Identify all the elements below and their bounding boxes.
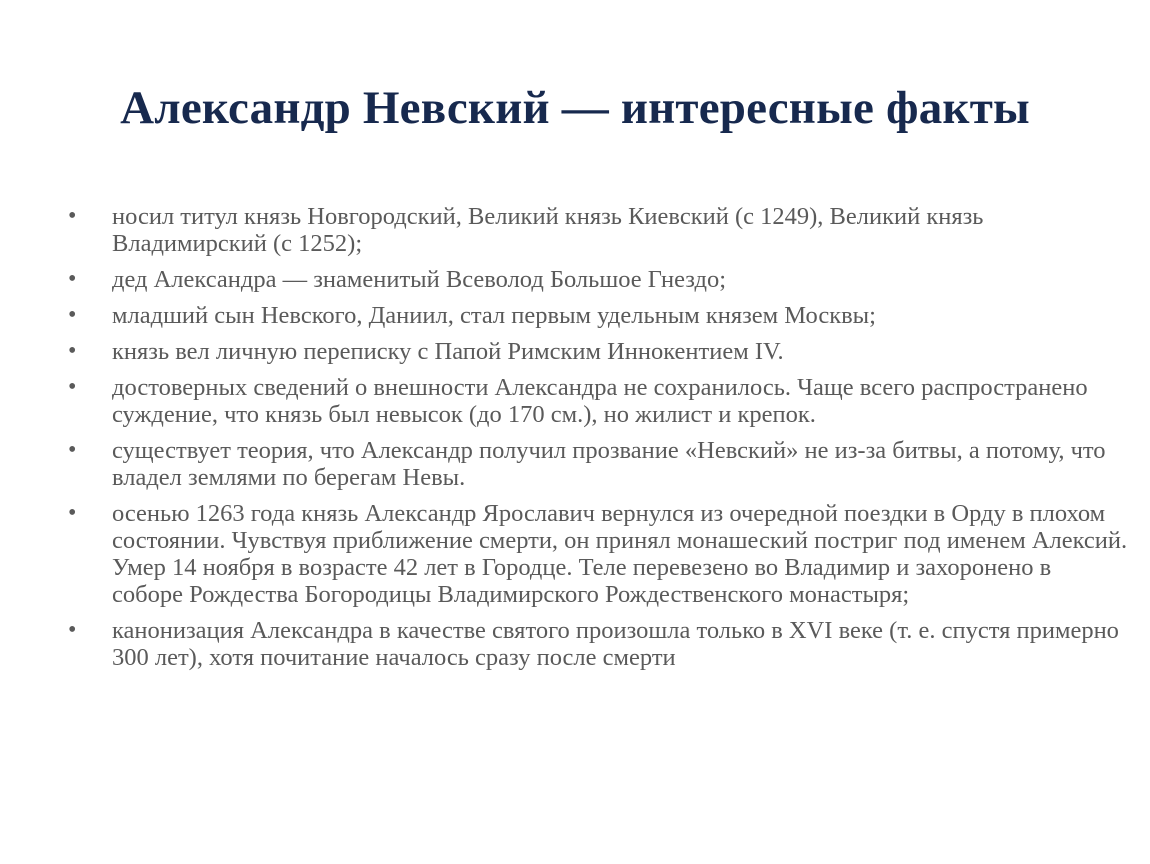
list-item [68,338,1128,365]
bullet-text: дед Александра — знаменитый Всеволод Большое Гнездо; [112,266,727,293]
list-item [68,302,1128,329]
bullet-text: канонизация Александра в качестве святого произошла только в XVI веке (т. е. спустя примерно 300 лет), хотя почитание началось сразу после смерти [112,617,1119,671]
bullet-text: достоверных сведений о внешности Александра не сохранилось. Чаще всего распространено суждение, что князь был невысок (до 170 см.), но жилист и крепок. [112,374,1088,428]
bullet-icon: • [68,338,77,364]
bullet-icon: • [68,302,77,328]
bullet-text: осенью 1263 года князь Александр Ярославич вернулся из очередной поездки в Орду в плохом состоянии. Чувствуя приближение смерти, он принял монашеский постриг под именем Алексий. Умер 14 ноября в возрасте 42 лет в Городце. Теле перевезено во Владимир и захоронено в соборе Рождества Богородицы Владимирского Рождественского монастыря; [112,500,1128,608]
list-item [68,437,1128,491]
list-item [68,500,1128,608]
bullet-icon: • [68,266,77,292]
list-item [68,266,1128,293]
list-item [68,374,1128,428]
slide-title: Александр Невский — интересные факты [120,82,1030,134]
list-item [68,203,1128,257]
bullet-icon: • [68,203,77,229]
bullet-icon: • [68,500,77,526]
bullet-text: князь вел личную переписку с Папой Римским Иннокентием IV. [112,338,784,365]
bullet-text: носил титул князь Новгородский, Великий князь Киевский (с 1249), Великий князь Владимирский (с 1252); [112,203,984,257]
bullet-icon: • [68,374,77,400]
bullet-text: существует теория, что Александр получил прозвание «Невский» не из-за битвы, а потому, что владел землями по берегам Невы. [112,437,1106,491]
bullet-text: младший сын Невского, Даниил, стал первым удельным князем Москвы; [112,302,876,329]
bullet-icon: • [68,617,77,643]
bullet-icon: • [68,437,77,463]
list-item [68,617,1128,671]
bullet-list [68,203,1128,680]
